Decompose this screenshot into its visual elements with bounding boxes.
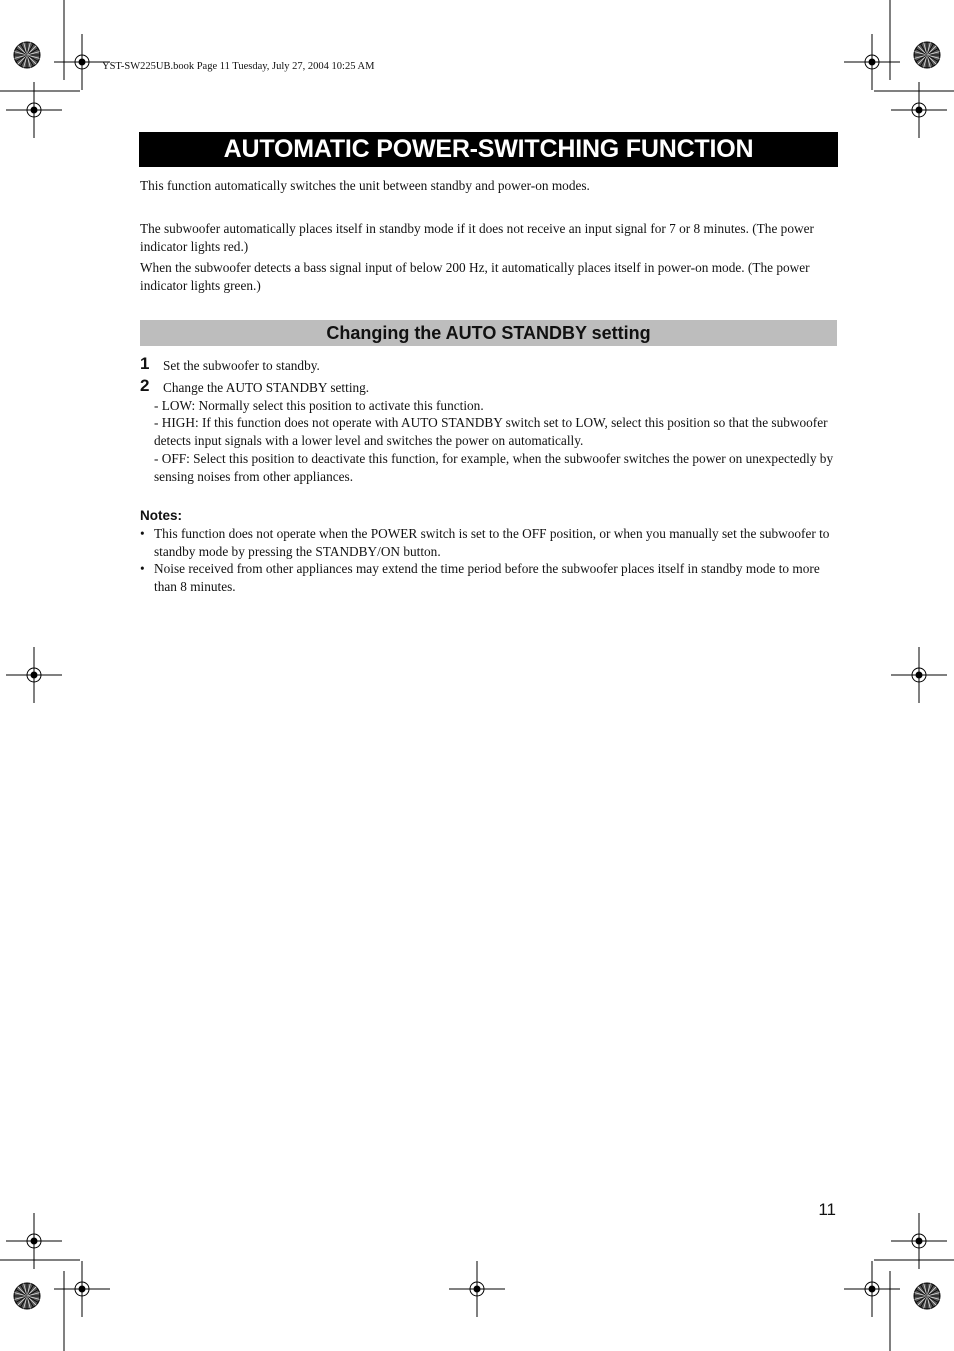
standby-paragraph: The subwoofer automatically places itself in standby mode if it does not receive an input signal for 7 or 8 minutes. (The power indicator lights red.) [140,221,814,254]
step-number: 2 [140,376,150,395]
crosshair-icon [6,1213,62,1269]
option-off: - OFF: Select this position to deactivate this function, for example, when the subwoofer switches the power on unexpectedly by sensing noises from other appliances. [154,451,834,484]
file-info-header: YST-SW225UB.book Page 11 Tuesday, July 27, 2004 10:25 AM [102,61,375,72]
step-text: Change the AUTO STANDBY setting. [163,380,370,395]
registration-star-icon [14,42,40,68]
notes-heading: Notes: [140,508,183,523]
crosshair-icon [449,1261,505,1317]
bullet-icon: • [140,561,145,576]
note-item: This function does not operate when the POWER switch is set to the OFF position, or when you manually set the subwoofer to standby mode by pressing the STANDBY/ON button. [154,526,830,559]
crosshair-icon [844,34,900,90]
registration-star-icon [914,42,940,68]
crosshair-icon [891,1213,947,1269]
crosshair-icon [891,82,947,138]
page-title: AUTOMATIC POWER-SWITCHING FUNCTION [139,132,838,167]
page-number: 11 [818,1200,836,1219]
crosshair-icon [6,82,62,138]
crosshair-icon [891,647,947,703]
crosshair-icon [6,647,62,703]
note-item: Noise received from other appliances may extend the time period before the subwoofer places itself in standby mode to more than 8 minutes. [154,561,820,594]
option-low: - LOW: Normally select this position to activate this function. [154,398,484,413]
registration-star-icon [914,1283,940,1309]
crosshair-icon [844,1261,900,1317]
step-number: 1 [140,354,150,373]
registration-star-icon [14,1283,40,1309]
power-on-paragraph: When the subwoofer detects a bass signal input of below 200 Hz, it automatically places itself in power-on mode. (The power indicator lights green.) [140,260,810,293]
option-high: - HIGH: If this function does not operate with AUTO STANDBY switch set to LOW, select this position so that the subwoofer detects input signals with a lower level and switches the power on automatically. [154,415,828,448]
intro-paragraph: This function automatically switches the unit between standby and power-on modes. [140,178,590,193]
step-text: Set the subwoofer to standby. [163,358,320,373]
bullet-icon: • [140,526,145,541]
crosshair-icon [54,1261,110,1317]
section-heading: Changing the AUTO STANDBY setting [140,320,837,346]
